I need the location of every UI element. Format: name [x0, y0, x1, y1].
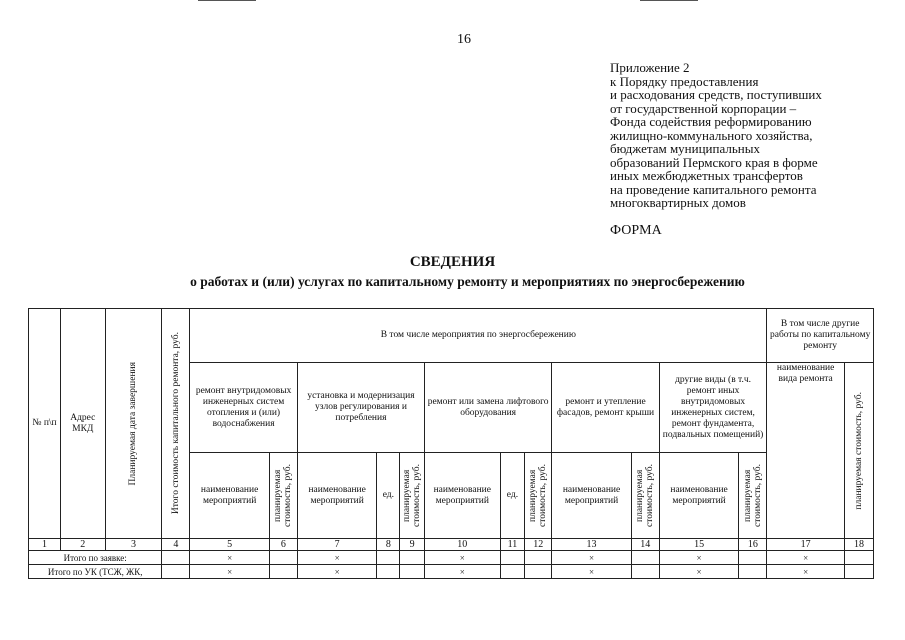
document-subtitle: о работах и (или) услугах по капитальному ремонту и мероприятиях по энергосбережению [190, 274, 745, 289]
cross-mark: × [190, 551, 270, 565]
sub-name: наименование мероприятий [425, 453, 500, 539]
form-label: ФОРМА [610, 223, 662, 238]
column-number: 6 [269, 539, 297, 551]
appendix-line: Фонда содействия реформированию [610, 114, 812, 129]
cross-mark: × [767, 551, 845, 565]
sub-cost-text: планируемая стоимость, руб. [635, 464, 656, 527]
sub-name: наименование мероприятий [552, 453, 632, 539]
column-number: 9 [400, 539, 425, 551]
column-number: 11 [500, 539, 525, 551]
column-number-row [29, 539, 874, 551]
appendix-line: иных межбюджетных трансфертов [610, 168, 803, 183]
column-number: 3 [105, 539, 162, 551]
table-cell [400, 565, 425, 579]
appendix-line: на проведение капитального ремонта [610, 181, 817, 197]
header-planned-cost-text: планируемая стоимость, руб. [853, 391, 864, 510]
table-cell [162, 551, 190, 565]
table-cell [844, 565, 873, 579]
works-table [28, 308, 874, 579]
group-heating-water: ремонт внутридомовых инженерных систем отопления и (или) водоснабжения [190, 363, 298, 453]
column-number: 1 [29, 539, 61, 551]
column-number: 14 [631, 539, 659, 551]
appendix-line: к Порядку предоставления [610, 73, 759, 89]
column-number: 17 [767, 539, 845, 551]
cross-mark: × [297, 565, 377, 579]
table-cell [500, 551, 525, 565]
page-number: 16 [457, 32, 471, 47]
document-title: СВЕДЕНИЯ [409, 254, 496, 270]
cross-mark: × [425, 551, 500, 565]
column-number: 13 [552, 539, 632, 551]
column-number: 16 [739, 539, 767, 551]
header-other-works: В том числе другие работы по капитальному ремонту [767, 309, 874, 363]
cross-mark: × [552, 551, 632, 565]
sub-cost-text: планируемая стоимость, руб. [402, 464, 423, 527]
header-completion-date-text: Планируемая дата завершения [128, 361, 139, 486]
appendix-block [610, 61, 900, 210]
cross-mark: × [190, 565, 270, 579]
header-total-cost [162, 309, 190, 539]
cross-mark: × [767, 565, 845, 579]
header-repair-type: наименование вида ремонта [767, 363, 845, 539]
top-rule-right [640, 0, 698, 1]
table-cell [844, 551, 873, 565]
table-cell [162, 565, 190, 579]
table-cell [377, 551, 400, 565]
cross-mark: × [297, 551, 377, 565]
appendix-line: жилищно-коммунального хозяйства, [610, 127, 813, 143]
appendix-line: образований Пермского края в форме [610, 154, 818, 170]
summary-label: Итого по УК (ТСЖ, ЖК, [29, 565, 162, 579]
table-cell [269, 551, 297, 565]
appendix-line: Приложение 2 [610, 60, 690, 75]
sub-name: наименование мероприятий [190, 453, 270, 539]
sub-cost [400, 453, 425, 539]
cross-mark: × [425, 565, 500, 579]
table-cell [631, 551, 659, 565]
column-number: 7 [297, 539, 377, 551]
group-elevator: ремонт или замена лифтового оборудования [425, 363, 552, 453]
sub-unit: ед. [500, 453, 525, 539]
column-number: 2 [61, 539, 105, 551]
sub-cost [269, 453, 297, 539]
cross-mark: × [552, 565, 632, 579]
table-cell [500, 565, 525, 579]
appendix-line: и расходования средств, поступивших [610, 87, 822, 102]
sub-cost [739, 453, 767, 539]
cross-mark: × [659, 565, 739, 579]
appendix-line: бюджетам муниципальных [610, 141, 760, 156]
header-planned-cost [844, 363, 873, 539]
summary-label: Итого по заявке: [29, 551, 162, 565]
summary-row-application [29, 551, 874, 565]
sub-cost-text: планируемая стоимость, руб. [273, 464, 294, 527]
table-cell [525, 551, 552, 565]
appendix-line: многоквартирных домов [610, 195, 746, 210]
column-number: 15 [659, 539, 739, 551]
sub-cost-text: планируемая стоимость, руб. [742, 464, 763, 527]
table-cell [739, 551, 767, 565]
table-cell [631, 565, 659, 579]
table-cell [377, 565, 400, 579]
column-number: 4 [162, 539, 190, 551]
sub-cost [525, 453, 552, 539]
sub-name: наименование мероприятий [659, 453, 739, 539]
table-cell [525, 565, 552, 579]
table-cell [400, 551, 425, 565]
top-rule-left [198, 0, 256, 1]
table-cell [269, 565, 297, 579]
column-number: 5 [190, 539, 270, 551]
column-number: 8 [377, 539, 400, 551]
column-number: 12 [525, 539, 552, 551]
header-total-cost-text: Итого стоимость капитального ремонта, руб. [170, 332, 181, 515]
appendix-line: от государственной корпорации – [610, 100, 797, 116]
sub-unit: ед. [377, 453, 400, 539]
cross-mark: × [659, 551, 739, 565]
sub-cost-text: планируемая стоимость, руб. [528, 464, 549, 527]
group-other-kinds: другие виды (в т.ч. ремонт иных внутридомовых инженерных систем, ремонт фундамента, подвальных помещений) [659, 363, 767, 453]
group-facade-roof: ремонт и утепление фасадов, ремонт крыши [552, 363, 660, 453]
sub-name: наименование мероприятий [297, 453, 377, 539]
group-metering-units: установка и модернизация узлов регулирования и потребления [297, 363, 424, 453]
header-energy-saving: В том числе мероприятия по энергосбережению [190, 309, 767, 363]
summary-row-management-company [29, 565, 874, 579]
column-number: 10 [425, 539, 500, 551]
table-cell [739, 565, 767, 579]
column-number: 18 [844, 539, 873, 551]
header-number: № п\п [29, 309, 61, 539]
sub-cost [631, 453, 659, 539]
header-completion-date [105, 309, 162, 539]
header-address: Адрес МКД [61, 309, 105, 539]
